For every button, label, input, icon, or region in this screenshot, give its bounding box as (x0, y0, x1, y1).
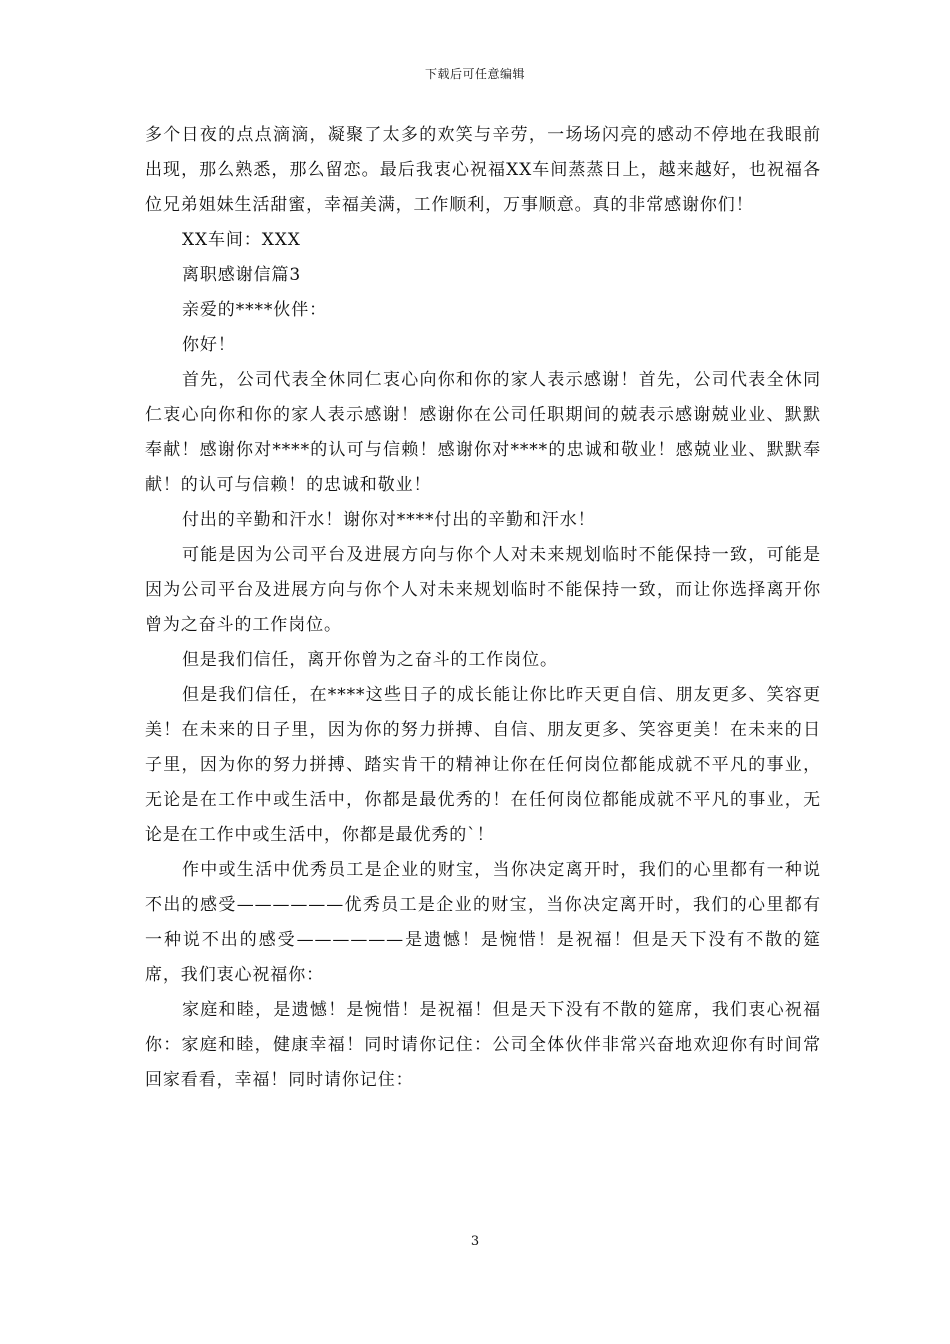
paragraph-6: 首先，公司代表全休同仁衷心向你和你的家人表示感谢！首先，公司代表全休同仁衷心向你和你的家人表示感谢！感谢你在公司任职期间的兢表示感谢兢业业、默默奉献！感谢你对****的认可与信赖！感谢你对****的忠诚和敬业！感兢业业、默默奉献！的认可与信赖！的忠诚和敬业！ (145, 370, 821, 495)
paragraph-9: 但是我们信任，离开你曾为之奋斗的工作岗位。 (182, 650, 558, 670)
page-number: 3 (470, 1234, 480, 1249)
paragraph-8: 可能是因为公司平台及进展方向与你个人对未来规划临时不能保持一致，可能是因为公司平台及进展方向与你个人对未来规划临时不能保持一致，而让你选择离开你曾为之奋斗的工作岗位。 (145, 545, 821, 635)
paragraph-12: 家庭和睦，是遗憾！是惋惜！是祝福！但是天下没有不散的筵席，我们衷心祝福你：家庭和睦，健康幸福！同时请你记住：公司全体伙伴非常兴奋地欢迎你有时间常回家看看，幸福！同时请你记住： (145, 1000, 821, 1090)
page-header: 下载后可任意编辑 (424, 67, 525, 81)
document-body (145, 118, 821, 1098)
paragraph-7: 付出的辛勤和汗水！谢你对****付出的辛勤和汗水！ (182, 510, 596, 530)
letter-greeting: 你好！ (182, 335, 236, 355)
paragraph-10: 但是我们信任，在****这些日子的成长能让你比昨天更自信、朋友更多、笑容更美！在未来的日子里，因为你的努力拼搏、自信、朋友更多、笑容更美！在未来的日子里，因为你的努力拼搏、踏实肯干的精神让你在任何岗位都能成就不平凡的事业，无论是在工作中或生活中，你都是最优秀的！在任何岗位都能成就不平凡的事业，无论是在工作中或生活中，你都是最优秀的`！ (145, 685, 821, 845)
paragraph-11: 作中或生活中优秀员工是企业的财宝，当你决定离开时，我们的心里都有一种说不出的感受——————优秀员工是企业的财宝，当你决定离开时，我们的心里都有一种说不出的感受——————是遗憾！是惋惜！是祝福！但是天下没有不散的筵席，我们衷心祝福你： (145, 860, 821, 985)
paragraph-2: XX车间：XXX (182, 230, 301, 250)
section-title: 离职感谢信篇3 (182, 265, 302, 285)
letter-salutation: 亲爱的****伙伴： (182, 300, 327, 320)
paragraph-1: 多个日夜的点点滴滴，凝聚了太多的欢笑与辛劳，一场场闪亮的感动不停地在我眼前出现，那么熟悉，那么留恋。最后我衷心祝福XX车间蒸蒸日上，越来越好，也祝福各位兄弟姐妹生活甜蜜，幸福美满，工作顺利，万事顺意。真的非常感谢你们！ (145, 125, 821, 215)
